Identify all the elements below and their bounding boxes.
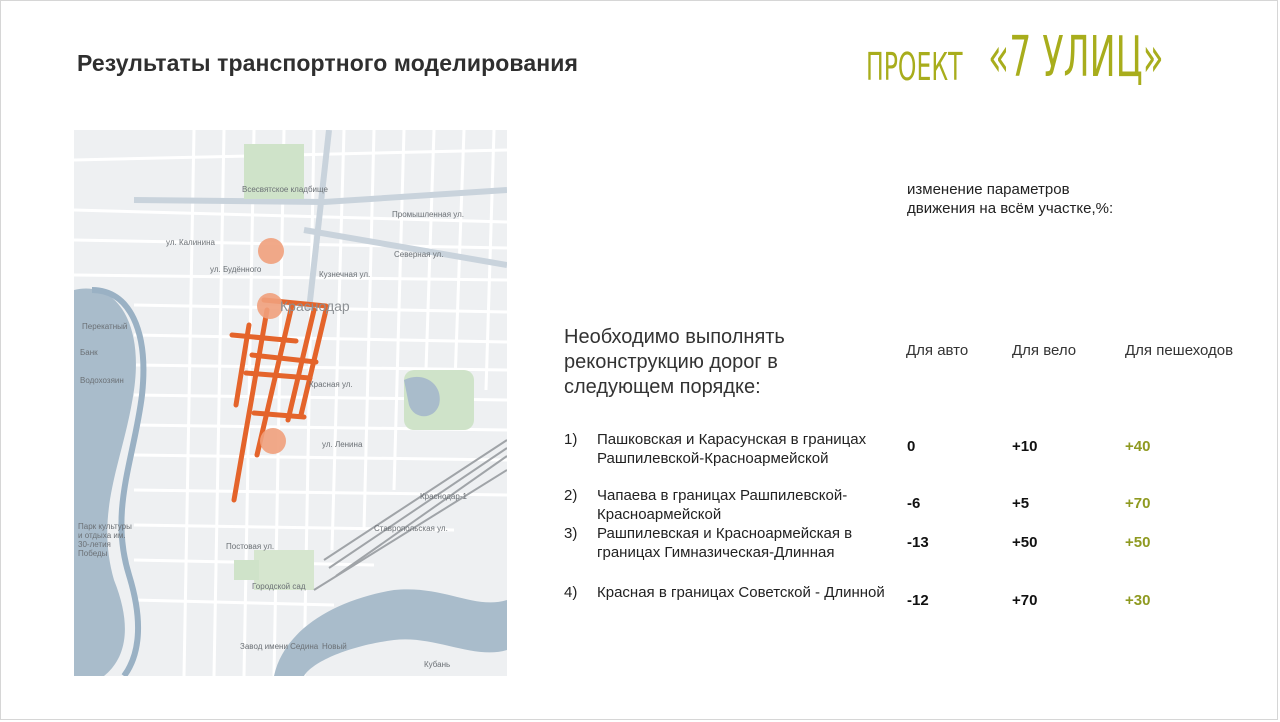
map-label-kuznechnaya: Кузнечная ул.	[319, 270, 371, 279]
map-label-bank: Банк	[80, 348, 98, 357]
map-label-novy: Новый	[322, 642, 347, 651]
column-header-auto: Для авто	[906, 342, 969, 359]
step-number: 2)	[564, 487, 578, 504]
value-bike: +50	[1012, 534, 1038, 551]
step-text: Рашпилевская и Красноармейская в границах Гимназическая-Длинная	[597, 525, 853, 561]
city-map	[74, 130, 507, 676]
value-auto: -12	[907, 592, 929, 609]
step-text: Пашковская и Карасунская в границах Рашпилевской-Красноармейской	[597, 431, 867, 467]
value-auto: -6	[907, 495, 921, 512]
value-ped: +40	[1125, 438, 1151, 455]
map-label-krasnodar1: Краснодар-1	[420, 492, 467, 501]
logo-word: ПРОЕКТ	[866, 45, 963, 89]
metrics-question: изменение параметров движения на всём участке,%:	[907, 181, 1114, 217]
value-auto: -13	[907, 534, 929, 551]
value-bike: +70	[1012, 592, 1038, 609]
value-auto: 0	[907, 438, 916, 455]
map-label-severnaya: Северная ул.	[394, 250, 444, 259]
step-text: Чапаева в границах Рашпилевской-Красноармейской	[597, 487, 848, 523]
map-label-gorodskoy-sad: Городской сад	[252, 582, 306, 591]
map-label-stavropolskaya: Ставропольская ул.	[374, 524, 448, 533]
step-number: 1)	[564, 431, 578, 448]
map-label-promyshlennaya: Промышленная ул.	[392, 210, 464, 219]
step-number: 4)	[564, 584, 578, 601]
map-label-krasnaya: Красная ул.	[309, 380, 353, 389]
map-label-cemetery: Всесвятское кладбище	[242, 185, 328, 194]
map-label-park: Парк культуры и отдыха им. 30-летия Победы	[78, 522, 132, 558]
logo-name: «7 УЛИЦ»	[988, 25, 1164, 90]
step-number: 3)	[564, 525, 578, 542]
step-text: Красная в границах Советской - Длинной	[597, 584, 885, 601]
map-label-zavod: Завод имени Седина	[240, 642, 319, 651]
map-label-perekatny: Перекатный	[82, 322, 128, 331]
map-label-postovaya: Постовая ул.	[226, 542, 275, 551]
lead-text: Необходимо выполнять реконструкцию дорог в следующем порядке:	[564, 326, 785, 398]
value-bike: +5	[1012, 495, 1030, 512]
project-logo	[866, 22, 1272, 90]
value-ped: +70	[1125, 495, 1151, 512]
column-header-ped: Для пешеходов	[1125, 342, 1234, 359]
value-ped: +30	[1125, 592, 1151, 609]
value-ped: +50	[1125, 534, 1151, 551]
map-label-budennogo: ул. Будённого	[210, 265, 262, 274]
map-label-kalinina: ул. Калинина	[166, 238, 215, 247]
map-label-lenina: ул. Ленина	[322, 440, 363, 449]
slide-title: Результаты транспортного моделирования	[77, 50, 578, 76]
map-label-city: Краснодар	[280, 298, 350, 314]
value-bike: +10	[1012, 438, 1038, 455]
map-label-kuban: Кубань	[424, 660, 451, 669]
column-header-bike: Для вело	[1012, 342, 1077, 359]
map-label-vodokhozyain: Водохозяин	[80, 376, 124, 385]
